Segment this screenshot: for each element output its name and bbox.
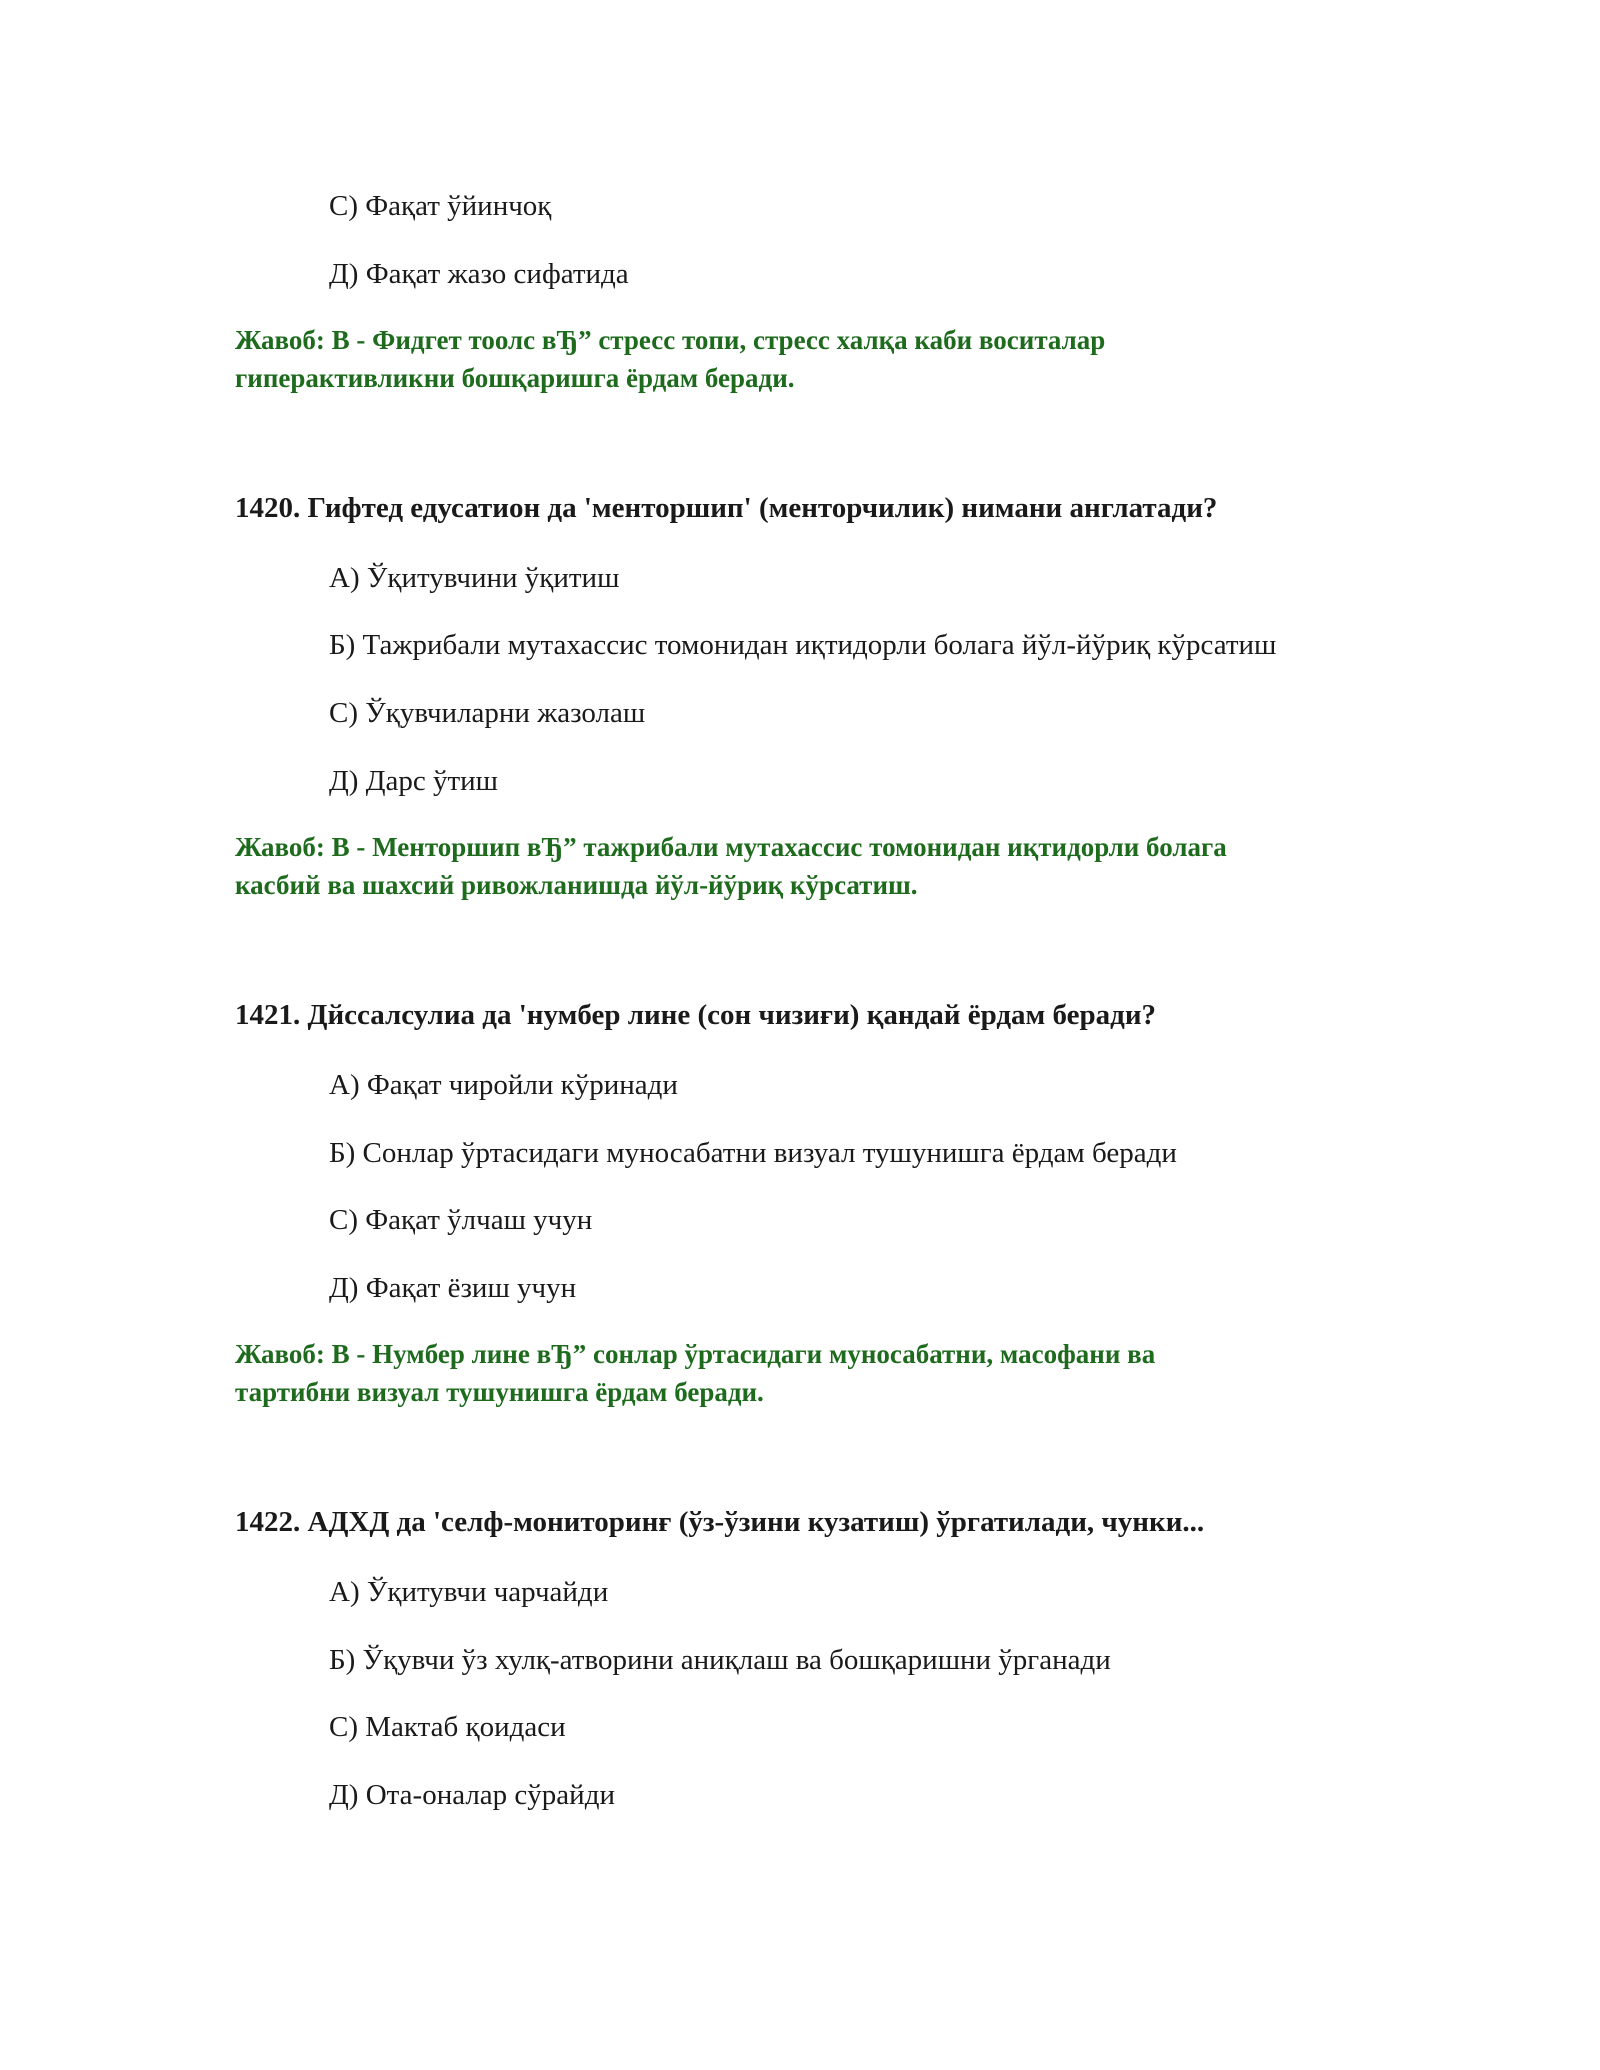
question-title: 1421. Дйссалсулиа да 'нумбер лине (сон чизиғи) қандай ёрдам беради? xyxy=(235,999,1157,1031)
option-a: А) Ўқитувчи чарчайди xyxy=(329,1576,609,1608)
answer-line: гиперактивликни бошқаришга ёрдам беради. xyxy=(235,363,795,393)
option-b: Б) Тажрибали мутахассис томонидан иқтидорли болага йўл-йўриқ кўрсатиш xyxy=(329,629,1277,661)
option-c: С) Фақат ўлчаш учун xyxy=(329,1204,593,1236)
answer-line: касбий ва шахсий ривожланишда йўл-йўриқ кўрсатиш. xyxy=(235,870,918,900)
answer-line: тартибни визуал тушунишга ёрдам беради. xyxy=(235,1377,764,1407)
answer-line: Жавоб: В - Нумбер лине вЂ” сонлар ўртасидаги муносабатни, масофани ва xyxy=(235,1339,1156,1369)
question-title: 1420. Гифтед едусатион да 'менторшип' (менторчилик) нимани англатади? xyxy=(235,492,1218,524)
option-b: Б) Ўқувчи ўз хулқ-атворини аниқлаш ва бошқаришни ўрганади xyxy=(329,1644,1111,1676)
option-d: Д) Фақат жазо сифатида xyxy=(329,258,629,290)
option-d: Д) Фақат ёзиш учун xyxy=(329,1272,577,1304)
option-c: С) Фақат ўйинчоқ xyxy=(329,190,552,222)
question-title: 1422. АДХД да 'селф-мониторинғ (ўз-ўзини кузатиш) ўргатилади, чунки... xyxy=(235,1506,1205,1538)
option-c: С) Мактаб қоидаси xyxy=(329,1711,566,1743)
option-c: С) Ўқувчиларни жазолаш xyxy=(329,697,646,729)
option-d: Д) Ота-оналар сўрайди xyxy=(329,1779,615,1811)
answer-line: Жавоб: В - Менторшип вЂ” тажрибали мутахассис томонидан иқтидорли болага xyxy=(235,832,1227,862)
answer-line: Жавоб: В - Фидгет тоолс вЂ” стресс топи, стресс халқа каби воситалар xyxy=(235,325,1106,355)
option-a: А) Ўқитувчини ўқитиш xyxy=(329,562,620,594)
option-a: А) Фақат чиройли кўринади xyxy=(329,1069,678,1101)
option-b: Б) Сонлар ўртасидаги муносабатни визуал тушунишга ёрдам беради xyxy=(329,1137,1177,1169)
option-d: Д) Дарс ўтиш xyxy=(329,765,498,797)
